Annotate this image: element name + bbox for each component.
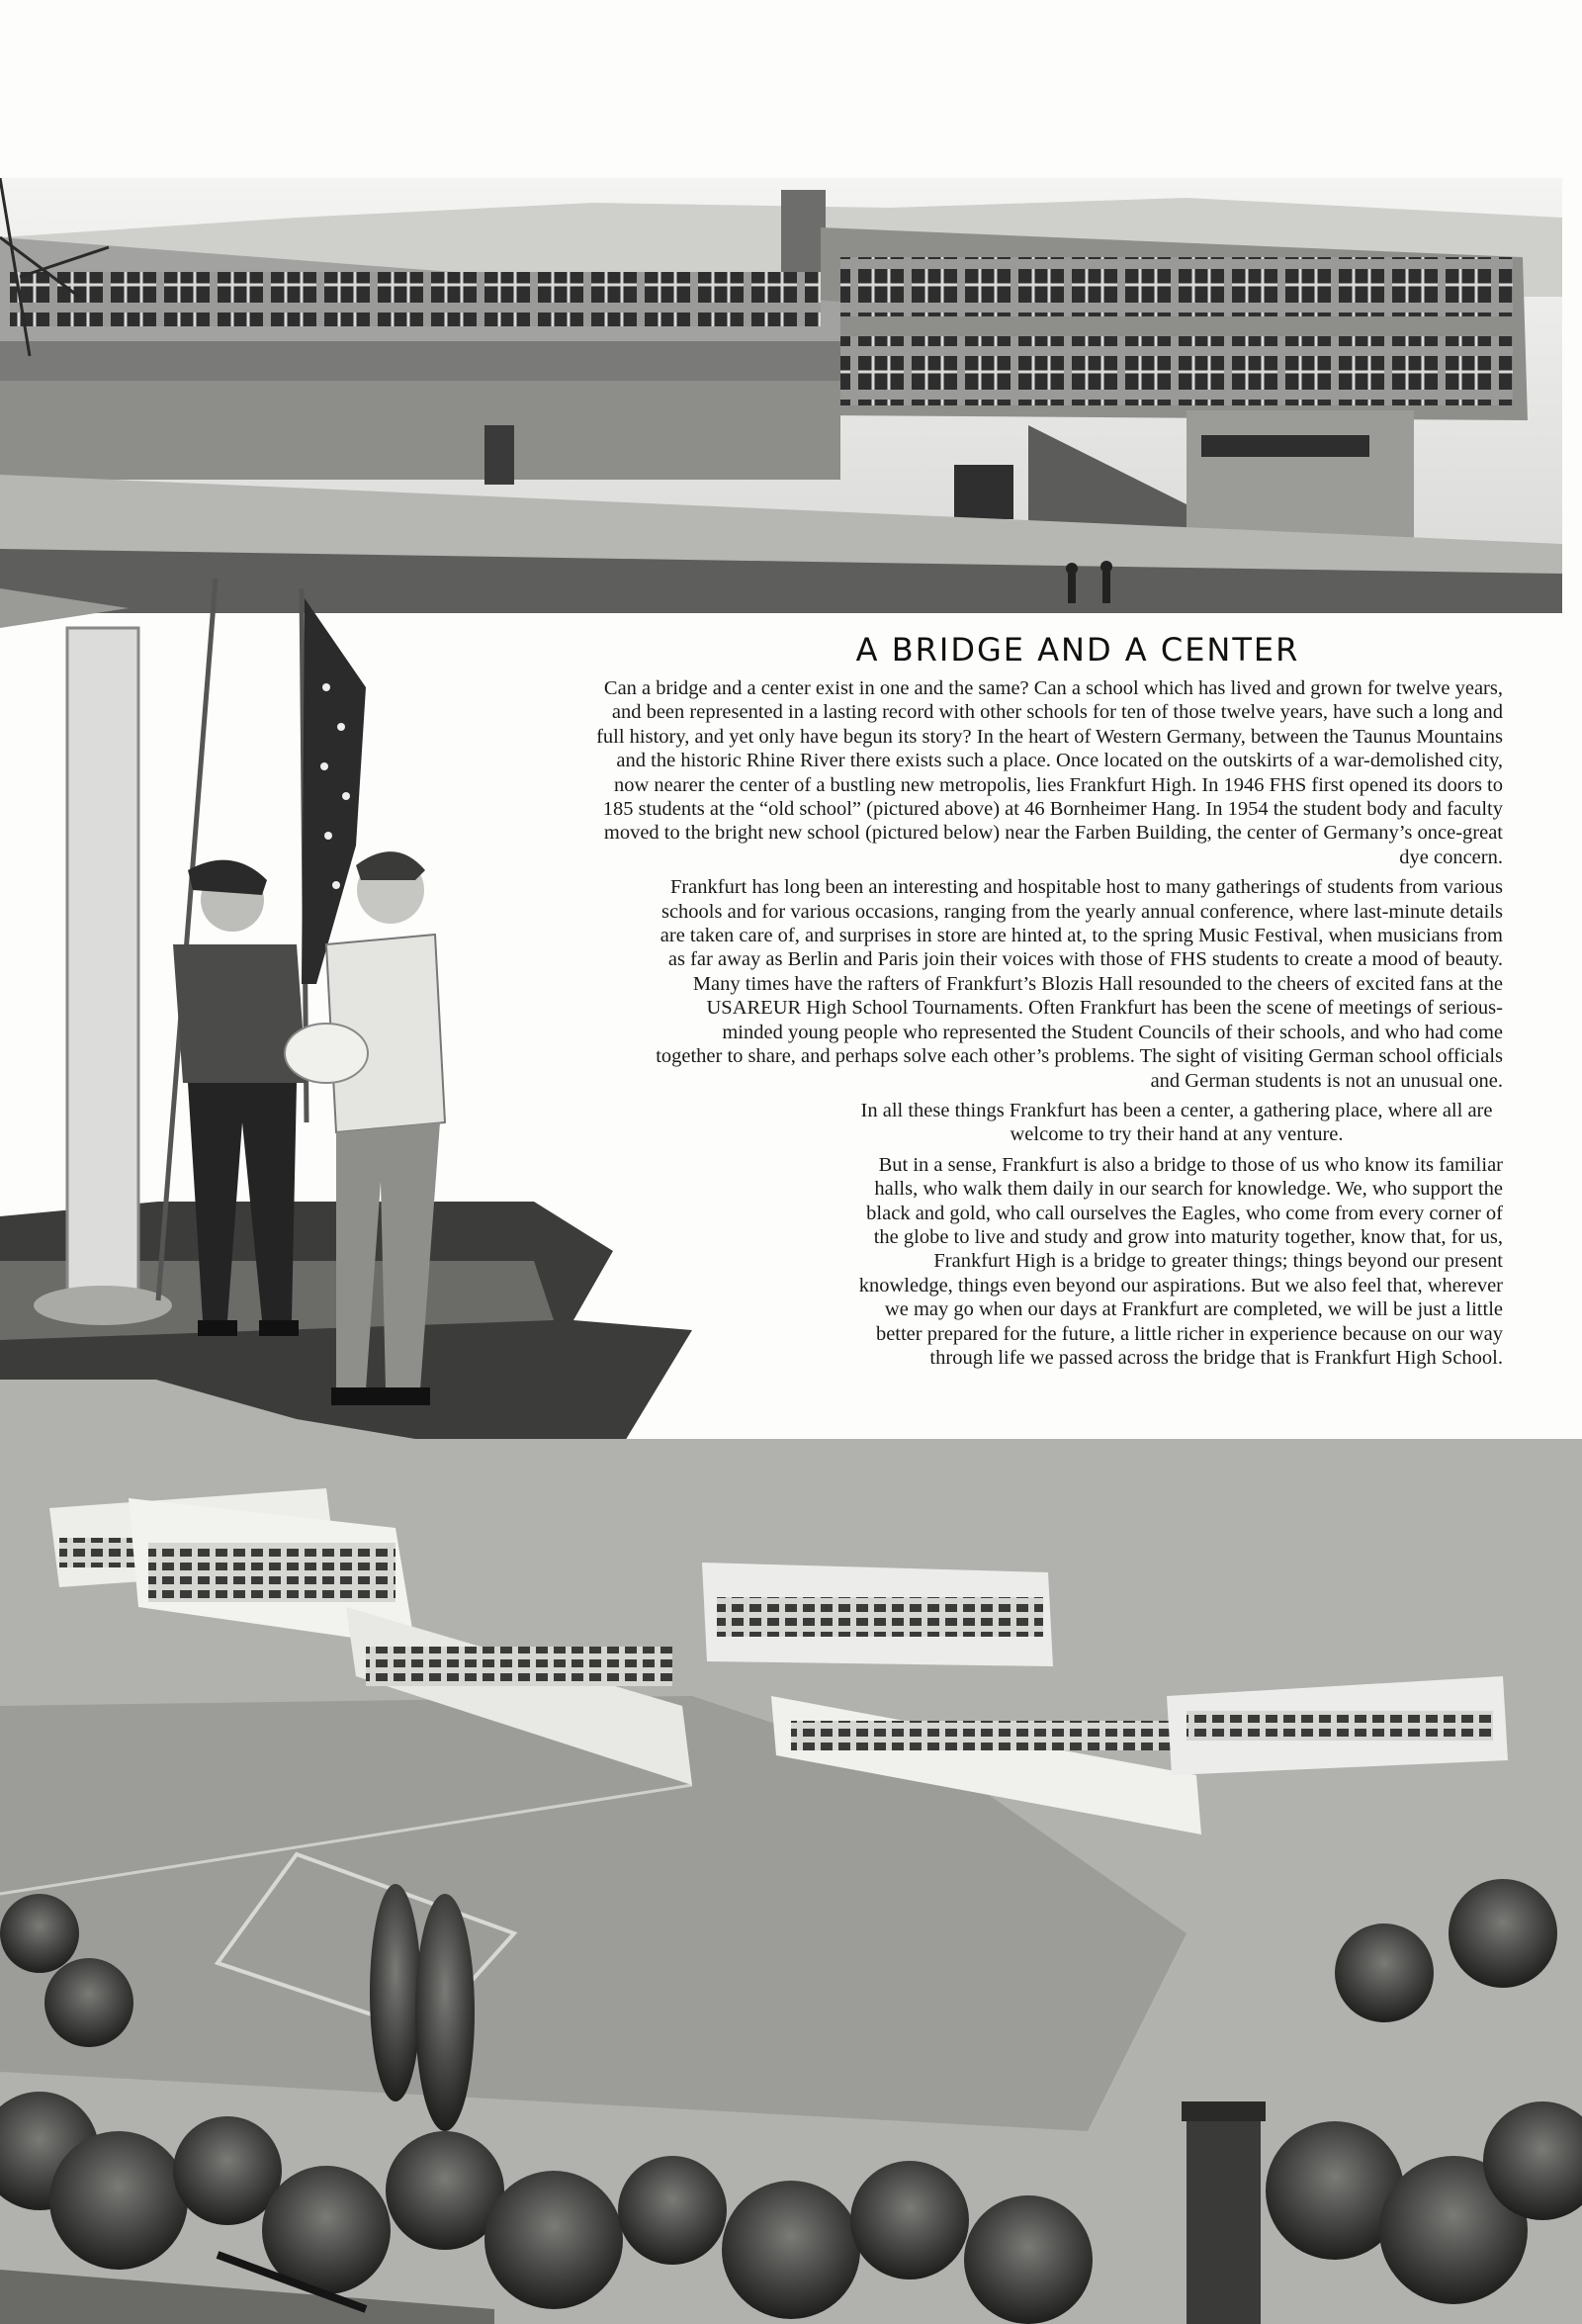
article-paragraph: In all these things Frankfurt has been a center, a gathering place, where all are welcome to try their hand at any venture. [860, 1099, 1493, 1146]
article-paragraph: Frankfurt has long been an interesting and hospitable host to many gatherings of students from various schools and for various occasions, ranging from the yearly annual conference, where last-minute details are taken care of, and surprises in store are hinted at, to the spring Music Festival, when musicians from as far away as Berlin and Paris join their voices with those of FHS students to create a mood of beauty. Many times have the rafters of Frankfurt’s Blozis Hall resounded to the cheers of excited fans at the USAREUR High School Tournaments. Often Frankfurt has been the scene of meetings of serious-minded young people who represented the Student Councils of their schools, and who had come together to share, and perhaps solve each other’s problems. The sight of visiting German school officials and German students is not an unusual one. [656, 876, 1503, 1092]
old-school-photo [0, 178, 1562, 613]
aerial-new-school-photo [0, 1380, 1582, 2324]
students-flag-photo [0, 569, 692, 1493]
article-paragraph: But in a sense, Frankfurt is also a bridge to those of us who know its familiar halls, who walk them daily in our search for knowledge. We, who support the black and gold, who call ourselves the Eagles, who come from every corner of the globe to live and study and grow into maturity together, know that, for us, Frankfurt High is a bridge to greater things; things beyond our present knowledge, things even beyond our aspirations. But we also feel that, wherever we may go when our days at Frankfurt are completed, we will be just a little better prepared for the future, a little richer in experience because on our way through life we passed across the bridge that is Frankfurt High School. [858, 1153, 1503, 1369]
article [593, 631, 1503, 1376]
article-paragraph: Can a bridge and a center exist in one and the same? Can a school which has lived and grown for twelve years, and been represented in a lasting record with other schools for ten of those twelve years, have such a long and full history, and yet only have begun its story? In the heart of Western Germany, between the Taunus Mountains and the historic Rhine River there exists such a place. Once located on the outskirts of a war-demolished city, now nearer the center of a bustling new metropolis, lies Frankfurt High. In 1946 FHS first opened its doors to 185 students at the “old school” (pictured above) at 46 Bornheimer Hang. In 1954 the student body and faculty moved to the bright new school (pictured below) near the Farben Building, the center of Germany’s once-great dye concern. [596, 677, 1503, 868]
article-title: A BRIDGE AND A CENTER [855, 631, 1300, 669]
